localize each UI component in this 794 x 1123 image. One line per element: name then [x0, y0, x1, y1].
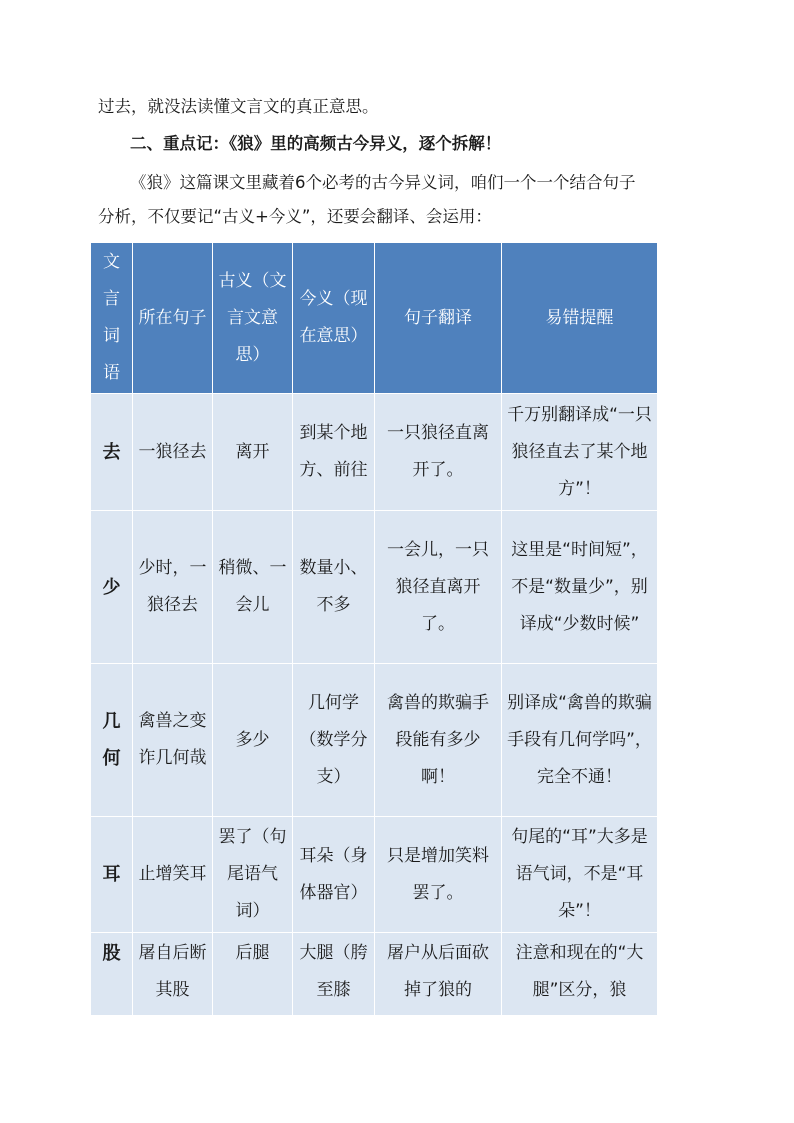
ancient-meaning-cell: 罢了（句尾语气词）	[213, 817, 293, 933]
header-modern-meaning: 今义（现在意思）	[293, 243, 375, 394]
modern-meaning-cell: 到某个地方、前往	[293, 394, 375, 511]
modern-meaning-cell: 大腿（胯至膝	[293, 933, 375, 1016]
header-translation: 句子翻译	[375, 243, 502, 394]
term-cell: 去	[91, 394, 133, 511]
ancient-meaning-cell: 稍微、一会儿	[213, 511, 293, 664]
modern-meaning-cell: 耳朵（身体器官）	[293, 817, 375, 933]
header-row	[91, 243, 658, 394]
section-heading: 二、重点记：《狼》里的高频古今异义，逐个拆解！	[130, 134, 502, 153]
table-body	[91, 394, 658, 1016]
translation-cell: 只是增加笑料罢了。	[375, 817, 502, 933]
warning-cell: 句尾的“耳”大多是语气词，不是“耳朵”！	[502, 817, 658, 933]
sentence-cell: 少时，一狼径去	[133, 511, 213, 664]
ancient-modern-meaning-table	[90, 242, 658, 1016]
translation-cell: 屠户从后面砍掉了狼的	[375, 933, 502, 1016]
ancient-meaning-cell: 离开	[213, 394, 293, 511]
description-line-1: 《狼》这篇课文里藏着6个必考的古今异义词，咱们一个一个结合句子	[130, 173, 636, 192]
table-row	[91, 664, 658, 817]
sentence-cell: 禽兽之变诈几何哉	[133, 664, 213, 817]
table-row	[91, 511, 658, 664]
translation-cell: 一会儿，一只狼径直离开了。	[375, 511, 502, 664]
table-row	[91, 394, 658, 511]
header-warning: 易错提醒	[502, 243, 658, 394]
ancient-meaning-cell: 后腿	[213, 933, 293, 1016]
header-term: 文言词语	[91, 243, 133, 394]
warning-cell: 注意和现在的“大腿”区分，狼	[502, 933, 658, 1016]
warning-cell: 别译成“禽兽的欺骗手段有几何学吗”，完全不通！	[502, 664, 658, 817]
header-sentence: 所在句子	[133, 243, 213, 394]
intro-paragraph-end: 过去，就没法读懂文言文的真正意思。	[98, 97, 379, 116]
term-cell: 几何	[91, 664, 133, 817]
modern-meaning-cell: 几何学（数学分支）	[293, 664, 375, 817]
translation-cell: 禽兽的欺骗手段能有多少啊！	[375, 664, 502, 817]
ancient-meaning-cell: 多少	[213, 664, 293, 817]
term-cell: 耳	[91, 817, 133, 933]
warning-cell: 千万别翻译成“一只狼径直去了某个地方”！	[502, 394, 658, 511]
sentence-cell: 屠自后断其股	[133, 933, 213, 1016]
term-cell: 少	[91, 511, 133, 664]
term-cell: 股	[91, 933, 133, 1016]
sentence-cell: 一狼径去	[133, 394, 213, 511]
modern-meaning-cell: 数量小、不多	[293, 511, 375, 664]
table-row	[91, 817, 658, 933]
table-header	[91, 243, 658, 394]
sentence-cell: 止增笑耳	[133, 817, 213, 933]
table-row	[91, 933, 658, 1016]
translation-cell: 一只狼径直离开了。	[375, 394, 502, 511]
header-ancient-meaning: 古义（文言文意思）	[213, 243, 293, 394]
warning-cell: 这里是“时间短”，不是“数量少”，别译成“少数时候”	[502, 511, 658, 664]
description-line-2: 分析，不仅要记“古义+今义”，还要会翻译、会运用：	[98, 207, 492, 226]
